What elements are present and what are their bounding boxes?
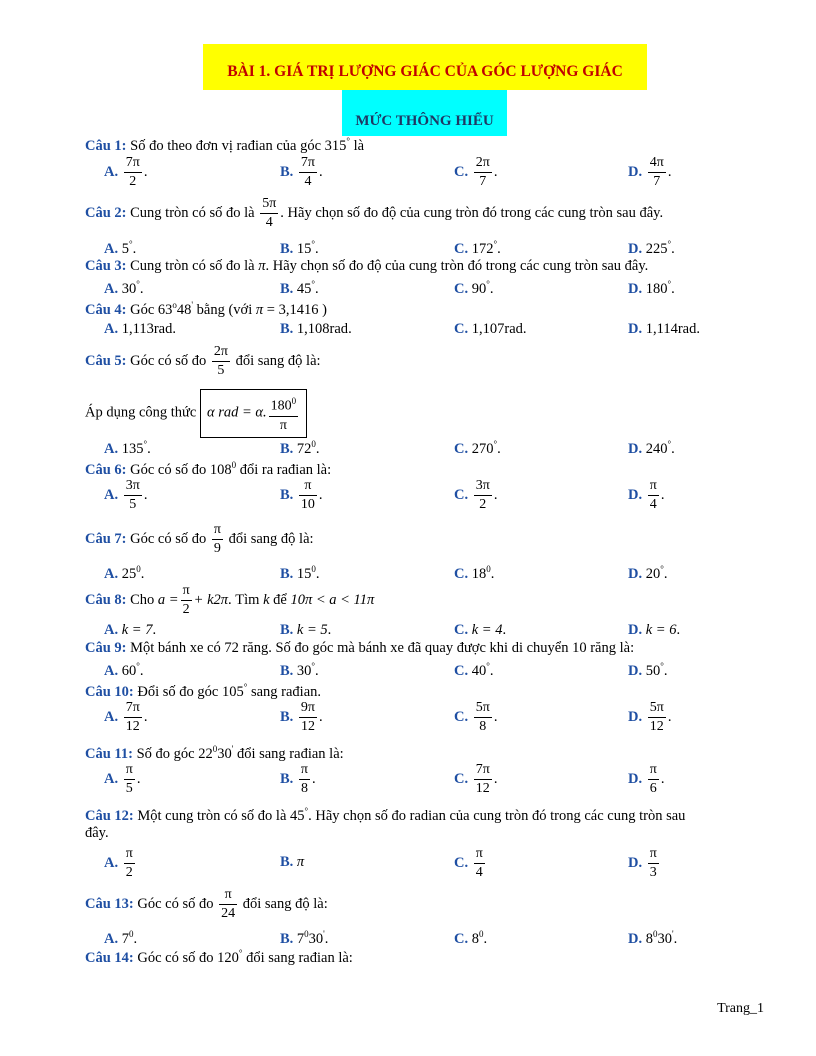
formula-note: Áp dụng công thức α rad = α. $\frac{180^0}{\pi}$ [85,389,307,438]
option-c: C. 40°. [454,661,494,679]
option-b: B. $\frac{\pi}{8}$ . [280,762,316,796]
option-a: A. $25^0$. [104,564,145,582]
option-d: D. 50°. [628,661,668,679]
option-d: D. $8^030'$. [628,929,678,947]
option-b: B. 45°. [280,279,319,297]
option-c: C. 90°. [454,279,494,297]
option-a: A. $\frac{\pi}{2}$ [104,846,133,880]
question-label: Câu 5: [85,352,127,369]
question-label: Câu 6: [85,461,127,478]
option-b: B. 15°. [280,239,319,257]
question-7: Câu 7: Góc có số đo $\frac{\pi}{9}$ đổi sang độ là: [85,522,314,556]
question-label: Câu 3: [85,258,127,274]
option-a: A. $\frac{7\pi}{2}$ . [104,155,148,189]
option-d: D. $\frac{\pi}{3}$ [628,846,657,880]
option-c: C. $\frac{7\pi}{12}$ . [454,762,498,796]
option-d: D. k = 6. [628,622,681,638]
option-d: D. 20°. [628,564,668,582]
question-label: Câu 12: [85,807,134,824]
option-c: C. $8^0$. [454,929,488,947]
question-label: Câu 9: [85,640,127,656]
question-label: Câu 2: [85,204,127,221]
option-c: C. 270°. [454,439,501,457]
option-a: A. $\frac{7\pi}{12}$ . [104,700,148,734]
option-d: D. 1,114rad. [628,321,700,337]
option-b: B. $72^0$. [280,439,320,457]
option-b: B. 1,108rad. [280,321,352,337]
option-c: C. 1,107rad. [454,321,527,337]
option-d: D. $\frac{5\pi}{12}$ . [628,700,672,734]
question-9: Câu 9: Một bánh xe có 72 răng. Số đo góc mà bánh xe đã quay được khi di chuyển 10 răng là: [85,640,635,656]
option-a: A. 30°. [104,279,144,297]
question-label: Câu 10: [85,683,134,700]
option-d: D. 240°. [628,439,675,457]
question-8: Câu 8: Cho a = $\frac{\pi}{2}$ + k2π. Tìm k để 10π < a < 11π [85,583,375,617]
option-b: B. $7^030'$. [280,929,329,947]
question-3: Câu 3: Cung tròn có số đo là π. Hãy chọn số đo độ của cung tròn đó trong các cung tròn sau đây. [85,258,649,274]
question-2: Câu 2: Cung tròn có số đo là $\frac{5\pi}{4}$ . Hãy chọn số đo độ của cung tròn đó trong các cung tròn sau đây. [85,196,664,230]
option-b: B. $\frac{\pi}{10}$ . [280,478,323,512]
question-13: Câu 13: Góc có số đo $\frac{\pi}{24}$ đổi sang độ là: [85,887,328,921]
question-1: Câu 1: Số đo theo đơn vị rađian của góc 315° là [85,136,365,154]
option-c: C. $\frac{5\pi}{8}$ . [454,700,498,734]
option-b: B. $\frac{9\pi}{12}$ . [280,700,323,734]
question-10: Câu 10: Đổi số đo góc 105° sang rađian. [85,682,322,700]
option-a: A. 135°. [104,439,151,457]
option-c: C. $\frac{2\pi}{7}$ . [454,155,498,189]
question-label: Câu 7: [85,530,127,547]
question-6: Câu 6: Góc có số đo $108^0$ đổi ra rađian là: [85,460,332,478]
page-number: Trang_1 [717,1001,764,1016]
question-14: Câu 14: Góc có số đo 120° đổi sang rađian là: [85,948,353,966]
option-a: A. $\frac{3\pi}{5}$ . [104,478,148,512]
question-5: Câu 5: Góc có số đo $\frac{2\pi}{5}$ đổi sang độ là: [85,344,321,378]
option-a: A. 5°. [104,239,137,257]
option-a: A. 60°. [104,661,144,679]
option-d: D. 225°. [628,239,675,257]
option-b: B. π [280,854,305,870]
question-label: Câu 8: [85,591,127,608]
option-a: A. 1,113rad. [104,321,176,337]
option-a: A. $\frac{\pi}{5}$ . [104,762,141,796]
option-d: D. 180°. [628,279,675,297]
option-d: D. $\frac{4\pi}{7}$ . [628,155,672,189]
option-c: C. 172°. [454,239,501,257]
option-d: D. $\frac{\pi}{4}$ . [628,478,665,512]
question-label: Câu 13: [85,895,134,912]
option-a: A. $7^0$. [104,929,138,947]
question-label: Câu 14: [85,949,134,966]
option-d: D. $\frac{\pi}{6}$ . [628,762,665,796]
formula-box: α rad = α. $\frac{180^0}{\pi}$ [200,389,307,438]
question-12-continued: đây. [85,825,109,841]
page-title: BÀI 1. GIÁ TRỊ LƯỢNG GIÁC CỦA GÓC LƯỢNG GIÁC [203,44,647,90]
question-label: Câu 4: [85,301,127,318]
option-b: B. $15^0$. [280,564,320,582]
option-c: C. $\frac{\pi}{4}$ [454,846,483,880]
question-label: Câu 1: [85,137,127,154]
option-c: C. $18^0$. [454,564,495,582]
option-b: B. 30°. [280,661,319,679]
level-heading: MỨC THÔNG HIỂU [342,90,507,136]
question-label: Câu 11: [85,745,133,762]
option-c: C. k = 4. [454,622,507,638]
option-c: C. $\frac{3\pi}{2}$ . [454,478,498,512]
option-b: B. k = 5. [280,622,332,638]
question-11: Câu 11: Số đo góc $22^030'$ đổi sang rađian là: [85,744,344,762]
question-4: Câu 4: Góc 63$^o$48' bằng (với π = 3,1416 ) [85,300,327,318]
question-12: Câu 12: Một cung tròn có số đo là 45°. Hãy chọn số đo radian của cung tròn đó trong các cung tròn sau [85,806,686,824]
option-b: B. $\frac{7\pi}{4}$ . [280,155,323,189]
option-a: A. k = 7. [104,622,157,638]
